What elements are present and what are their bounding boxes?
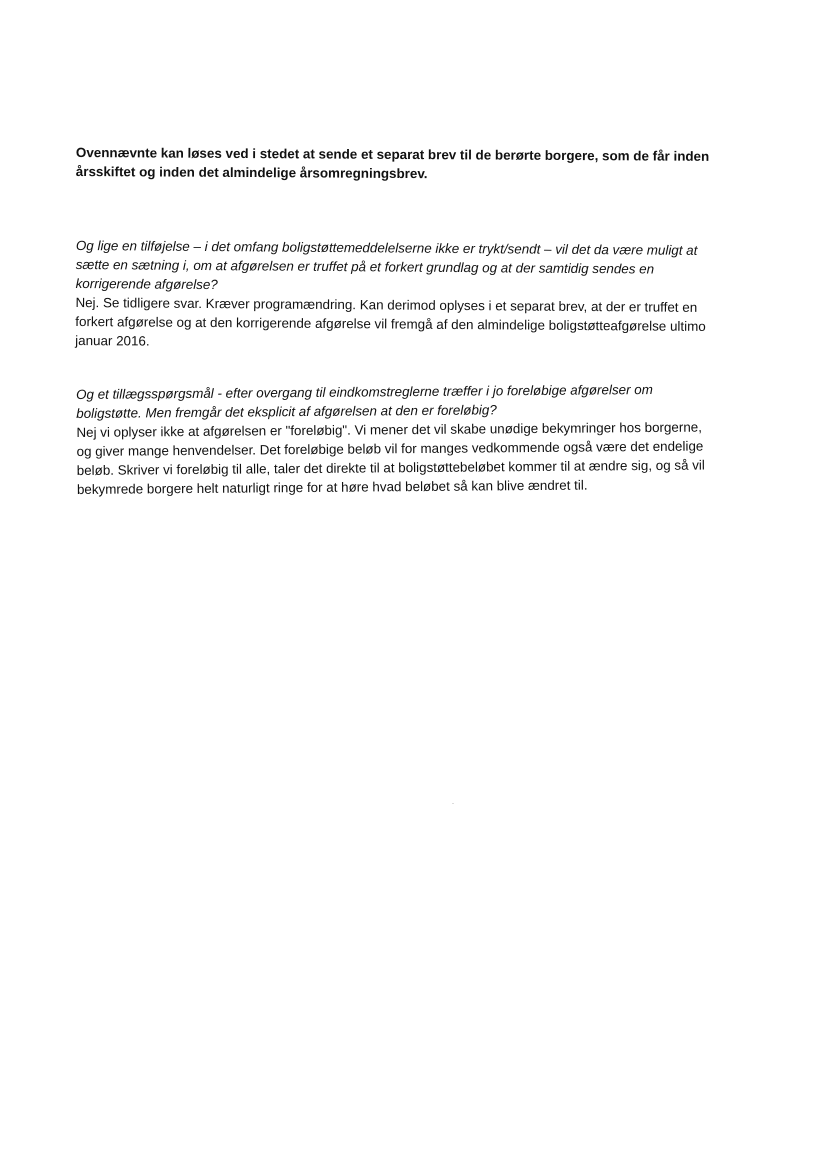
answer-line: januar 2016. (75, 332, 150, 349)
answer-line: Nej. Se tidligere svar. Kræver programændring. Kan derimod oplyses i et separat brev, at der er truffet en (75, 294, 698, 315)
intro-paragraph (76, 143, 746, 185)
answer-line: bekymrede borgere helt naturligt ringe for at høre hvad beløbet så kan blive ændret til. (76, 477, 588, 497)
scan-speck (452, 803, 454, 804)
answer-line: beløb. Skriver vi foreløbig til alle, taler det direkte til at boligstøttebeløbet kommer til at ændre sig, og så vil (76, 457, 705, 478)
question-line: korrigerende afgørelse? (75, 275, 218, 293)
answer-2-text (76, 417, 747, 499)
answer-line: forkert afgørelse og at den korrigerende afgørelse vil fremgå af den almindelige boligstøtteafgørelse ultimo (75, 313, 706, 334)
intro-line: Ovennævnte kan løses ved i stedet at sende et separat brev til de berørte borgere, som de får inden (75, 144, 710, 164)
question-2-section (76, 379, 747, 499)
question-1-text (76, 236, 746, 298)
question-1-section (75, 236, 746, 355)
question-line: boligstøtte. Men fremgår det eksplicit af afgørelsen at den er foreløbig? (76, 402, 497, 421)
question-line: Og lige en tilføjelse – i det omfang boligstøttemeddelelserne ikke er trykt/sendt – vil det da være muligt at (75, 237, 698, 258)
question-line: Og et tillægsspørgsmål - efter overgang til eindkomstreglerne træffer i jo foreløbige afgørelser om (76, 381, 653, 402)
answer-line: Nej vi oplyser ikke at afgørelsen er "foreløbig". Vi mener det vil skabe unødige bekymringer hos borgerne, (76, 419, 702, 440)
answer-1-text (75, 293, 745, 355)
answer-line: og giver mange henvendelser. Det foreløbige beløb vil for manges vedkommende også være det endelige (76, 438, 704, 459)
intro-line: årsskiftet og inden det almindelige årsomregningsbrev. (75, 163, 428, 182)
question-2-text (76, 379, 746, 423)
question-line: sætte en sætning i, om at afgørelsen er truffet på et forkert grundlag og at der samtidig sendes en (75, 256, 655, 277)
